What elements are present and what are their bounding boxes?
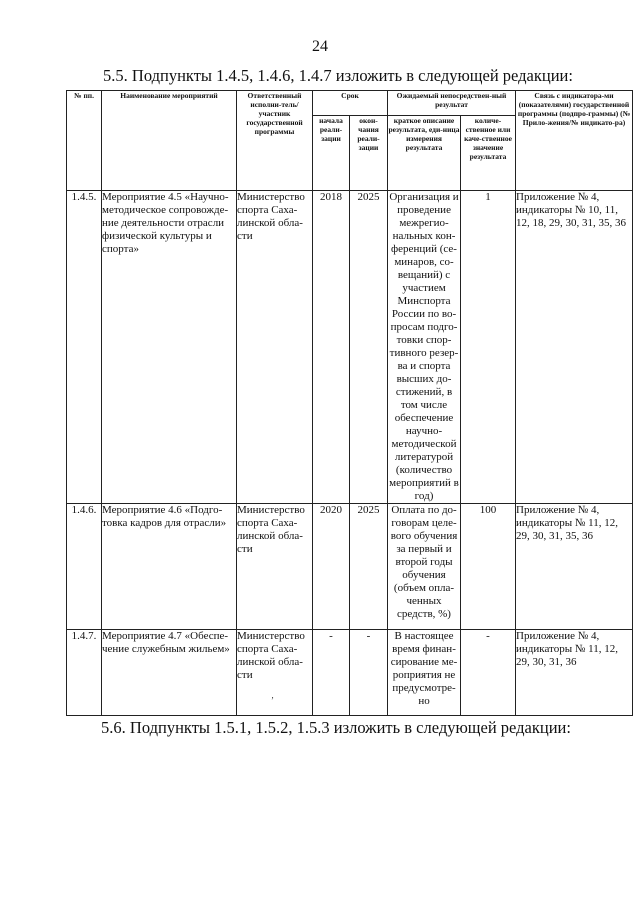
header-name: Наименование мероприятий	[102, 91, 237, 191]
row-num: 1.4.7.	[67, 630, 102, 716]
header-term-end: окон-чания реали-зации	[350, 116, 388, 191]
row-value: 1	[461, 191, 516, 504]
row-description: В настоящее время финан-сирование ме-роприятия не предусмотре-но	[388, 630, 461, 716]
table-row	[67, 191, 633, 504]
header-result: Ожидаемый непосредствен-ный результат	[388, 91, 516, 116]
header-link: Связь с индикатора-ми (показателями) государственной программы (подпро-граммы) (№ Прило-жения/№ индикато-ра)	[516, 91, 633, 191]
row-name: Мероприятие 4.6 «Подго-товка кадров для отрасли»	[102, 504, 237, 630]
activities-table	[66, 90, 633, 716]
row-end: 2025	[350, 504, 388, 630]
row-name: Мероприятие 4.7 «Обеспе-чение служебным жильем»	[102, 630, 237, 716]
row-end: -	[350, 630, 388, 716]
row-start: -	[313, 630, 350, 716]
row-description: Оплата по до-говорам целе-вого обучения за первый и второй годы обучения (объем опла-ченных средств, %)	[388, 504, 461, 630]
row-num: 1.4.6.	[67, 504, 102, 630]
row-start: 2020	[313, 504, 350, 630]
header-result-description: краткое описание результата, еди-ница измерения результата	[388, 116, 461, 191]
row-responsible: Министерство спорта Саха-линской обла-сти	[237, 630, 313, 716]
stray-mark: ‚	[271, 690, 274, 700]
header-term: Срок	[313, 91, 388, 116]
row-start: 2018	[313, 191, 350, 504]
header-result-value: количе-ственное или каче-ственное значение результата	[461, 116, 516, 191]
section-heading-5-6: 5.6. Подпункты 1.5.1, 1.5.2, 1.5.3 изложить в следующей редакции:	[101, 718, 571, 737]
header-responsible: Ответственный исполни-тель/участник государственной программы	[237, 91, 313, 191]
table-row	[67, 630, 633, 716]
row-value: -	[461, 630, 516, 716]
row-link: Приложение № 4, индикаторы № 11, 12, 29, 30, 31, 35, 36	[516, 504, 633, 630]
row-responsible: Министерство спорта Саха-линской обла-сти	[237, 191, 313, 504]
header-term-start: начала реали-зации	[313, 116, 350, 191]
row-description: Организация и проведение межрегио-нальных кон-ференций (се-минаров, со-вещаний) с участием Минспорта России по во-просам подго-товки спор-тивного резер-ва и спорта высших до-стижений, в том числе обеспечение научно-методической литературой (количество мероприятий в год)	[389, 191, 459, 502]
row-end: 2025	[350, 191, 388, 504]
section-heading-5-5: 5.5. Подпункты 1.4.5, 1.4.6, 1.4.7 изложить в следующей редакции:	[103, 66, 573, 85]
table-row	[67, 504, 633, 630]
row-responsible: Министерство спорта Саха-линской обла-сти	[237, 504, 313, 630]
row-link: Приложение № 4, индикаторы № 11, 12, 29, 30, 31, 36	[516, 630, 633, 716]
row-value: 100	[461, 504, 516, 630]
row-link: Приложение № 4, индикаторы № 10, 11, 12, 18, 29, 30, 31, 35, 36	[516, 191, 633, 504]
page-number: 24	[312, 38, 328, 55]
header-num: № пп.	[67, 91, 102, 191]
row-name: Мероприятие 4.5 «Научно-методическое сопровожде-ние деятельности отрасли физической культуры и спорта»	[102, 191, 237, 504]
row-num: 1.4.5.	[67, 191, 102, 504]
